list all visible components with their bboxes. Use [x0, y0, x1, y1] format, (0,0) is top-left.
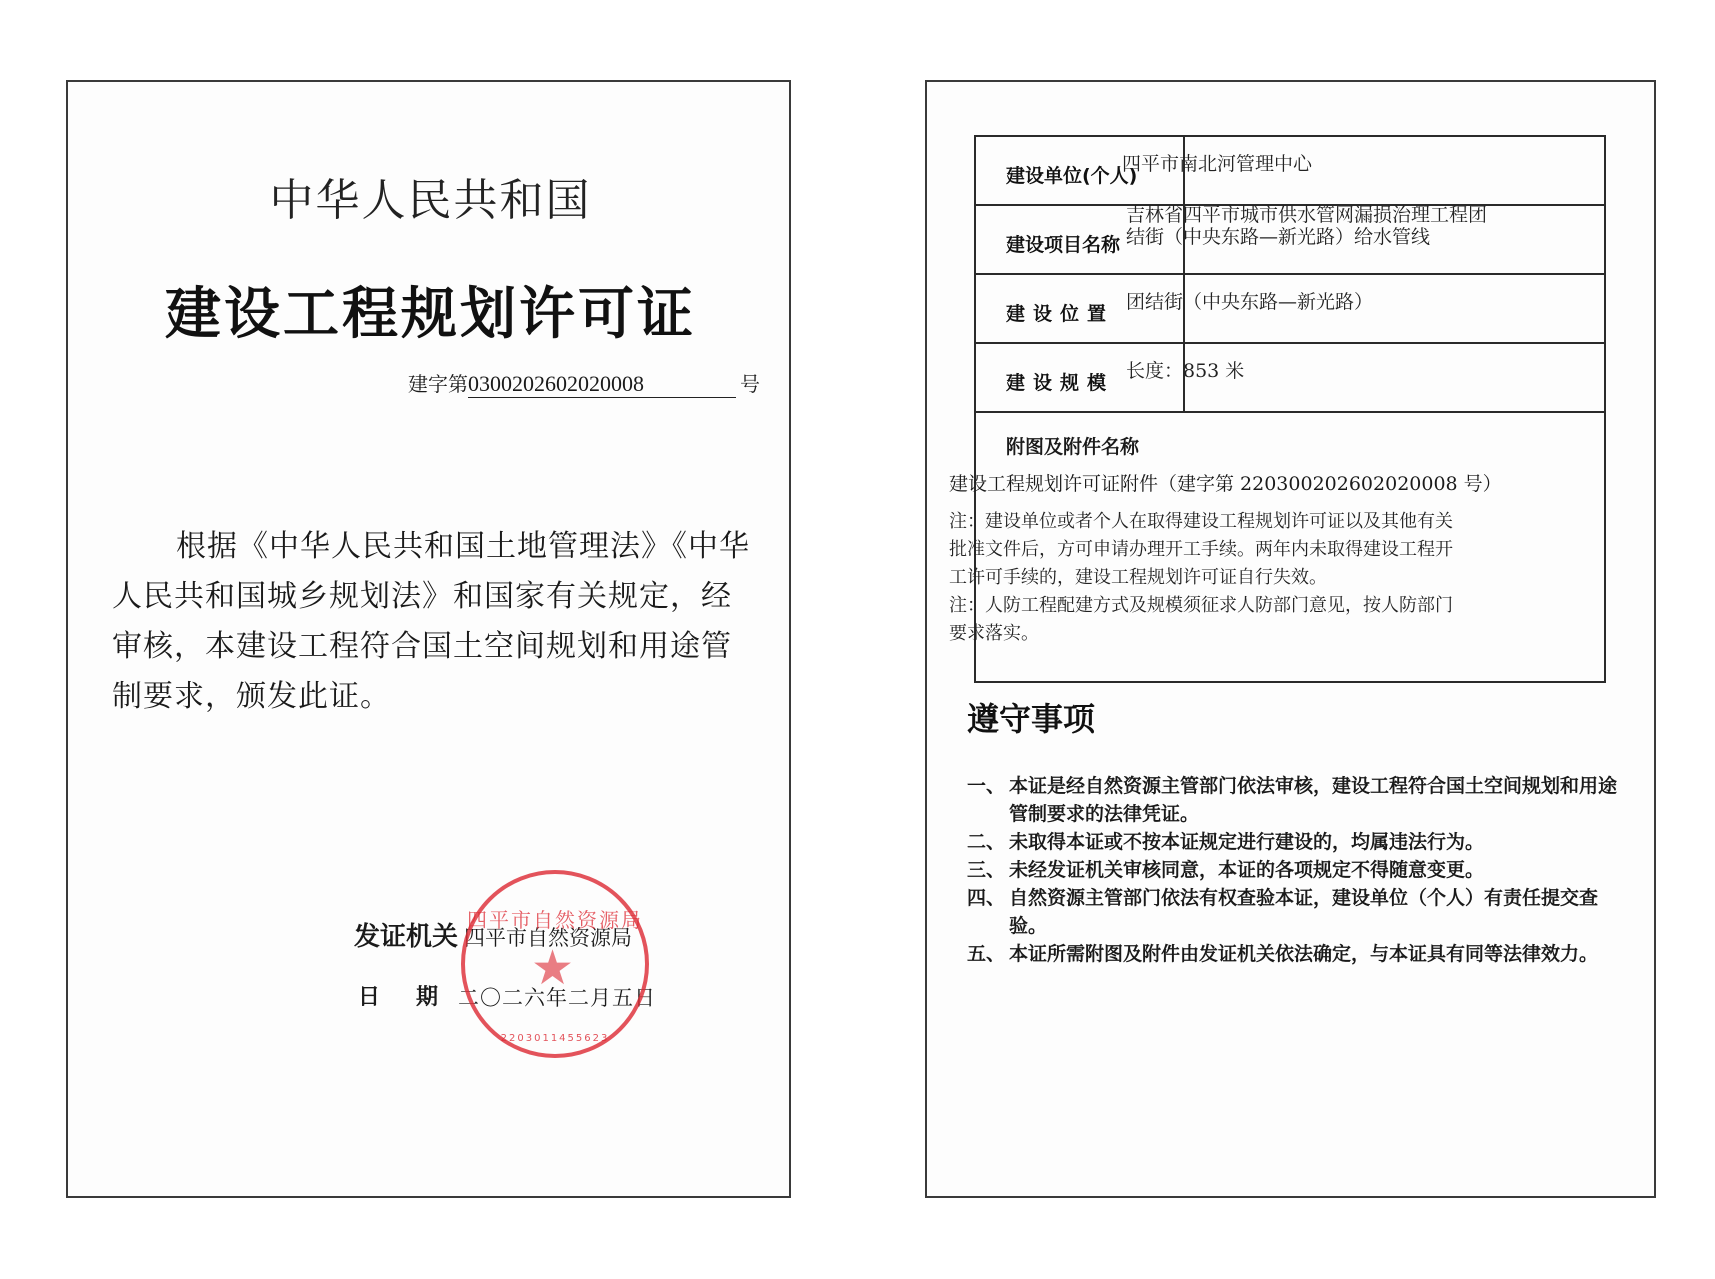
rule-text: 未经发证机关审核同意，本证的各项规定不得随意变更。	[1009, 859, 1485, 881]
observe-title: 遵守事项	[967, 700, 1096, 738]
permit-info-table	[949, 135, 1606, 683]
rule-index: 三、	[967, 859, 1006, 881]
permit-details-page	[925, 80, 1656, 1198]
issuing-authority-value: 四平市自然资源局	[464, 926, 632, 950]
certificate-title: 建设工程规划许可证	[165, 282, 696, 347]
row-value: 长度：853 米	[1126, 360, 1245, 382]
rule-text: 未取得本证或不按本证规定进行建设的，均属违法行为。	[1009, 831, 1485, 853]
row-label: 建设单位(个人)	[1006, 165, 1138, 187]
certificate-number-suffix: 号	[740, 372, 760, 396]
rule-index: 二、	[967, 831, 1006, 853]
rule-item	[967, 940, 1617, 968]
row-value: 吉林省四平市城市供水管网漏损治理工程团	[1126, 204, 1488, 226]
official-seal	[461, 870, 649, 1058]
table-row-builder	[976, 137, 1604, 206]
rule-text: 自然资源主管部门依法有权查验本证，建设单位（个人）有责任提交查验。	[1009, 887, 1599, 937]
row-value-continued: 结街（中央东路—新光路）给水管线	[1126, 226, 1431, 248]
rule-item	[967, 856, 1617, 884]
row-label: 建设项目名称	[1006, 234, 1121, 256]
country-heading: 中华人民共和国	[269, 175, 592, 226]
row-label: 建设规模	[1006, 372, 1115, 394]
attachment-item: 建设工程规划许可证附件（建字第 220300202602020008 号）	[949, 473, 1502, 495]
certificate-number-value: 0300202602020008	[468, 371, 736, 398]
rule-item	[967, 828, 1617, 856]
seal-text: 四平市自然资源局	[467, 908, 643, 932]
issue-date-label: 日期	[358, 985, 475, 1010]
rule-text: 本证所需附图及附件由发证机关依法确定，与本证具有同等法律效力。	[1009, 943, 1599, 965]
rule-item	[967, 884, 1617, 940]
rules-list	[967, 772, 1617, 968]
note-line: 工许可手续的，建设工程规划许可证自行失效。	[949, 567, 1327, 588]
note-line: 要求落实。	[949, 623, 1039, 644]
certificate-number	[408, 368, 760, 398]
seal-code: 2203011455623	[500, 1033, 610, 1044]
issue-date-value: 二〇二六年二月五日	[458, 986, 656, 1010]
table-row-location	[976, 275, 1604, 344]
certificate-number-prefix: 建字第	[408, 372, 468, 396]
table-row-scale	[976, 344, 1604, 413]
permit-cover-page	[66, 80, 791, 1198]
rule-text: 本证是经自然资源主管部门依法审核，建设工程符合国土空间规划和用途管制要求的法律凭证。	[1009, 775, 1618, 825]
row-value: 四平市南北河管理中心	[1122, 153, 1313, 175]
note-line: 批准文件后，方可申请办理开工手续。两年内未取得建设工程开	[949, 539, 1453, 560]
table-row-project-name	[976, 206, 1604, 275]
note-line: 注：人防工程配建方式及规模须征求人防部门意见，按人防部门	[949, 595, 1453, 616]
attachments-title: 附图及附件名称	[1006, 436, 1140, 458]
rule-index: 一、	[967, 775, 1006, 797]
row-label: 建设位置	[1006, 303, 1115, 325]
issuing-authority-label: 发证机关	[354, 922, 459, 952]
issuance-statement: 根据《中华人民共和国土地管理法》《中华人民共和国城乡规划法》和国家有关规定，经审核，本建设工程符合国土空间规划和用途管制要求，颁发此证。	[112, 529, 750, 714]
seal-star-icon: ★	[531, 940, 575, 996]
rule-index: 五、	[967, 943, 1006, 965]
rule-item	[967, 772, 1617, 828]
rule-index: 四、	[967, 887, 1006, 909]
note-line: 注：建设单位或者个人在取得建设工程规划许可证以及其他有关	[949, 511, 1453, 532]
row-value: 团结街（中央东路—新光路）	[1126, 291, 1374, 313]
